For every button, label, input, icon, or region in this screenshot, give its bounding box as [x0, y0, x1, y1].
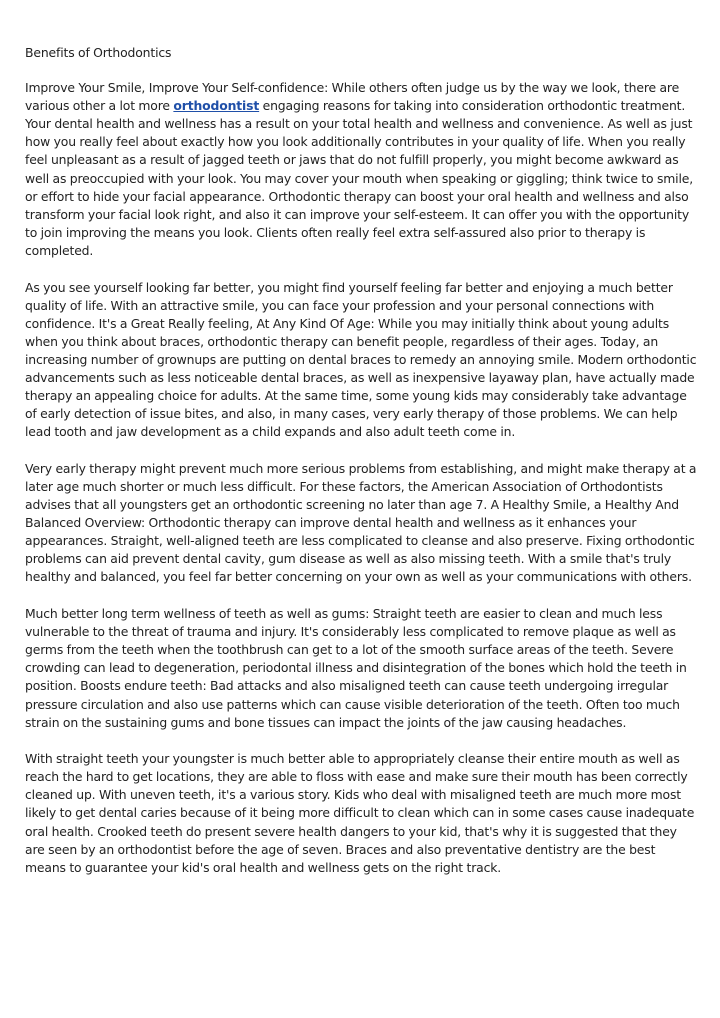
paragraph-1	[25, 79, 697, 260]
paragraph-5: With straight teeth your youngster is much better able to appropriately cleanse their entire mouth as well as reach the hard to get locations, they are able to floss with ease and make sure their mouth has been correctly cleaned up. With uneven teeth, it's a various story. Kids who deal with misaligned teeth are much more most likely to get dental caries because of it being more difficult to clean which can in some cases cause inadequate oral health. Crooked teeth do present severe health dangers to your kid, that's why it is suggested that they are seen by an orthodontist before the age of seven. Braces and also preventative dentistry are the best means to guarantee your kid's oral health and wellness gets on the right track.	[25, 751, 695, 875]
document-page	[25, 44, 697, 895]
paragraph-4: Much better long term wellness of teeth as well as gums: Straight teeth are easier to clean and much less vulnerable to the threat of trauma and injury. It's considerably less complicated to remove plaque as well as germs from the teeth when the toothbrush can get to a lot of the smooth surface areas of the teeth. Severe crowding can lead to degeneration, periodontal illness and disintegration of the bones which hold the teeth in position. Boosts endure teeth: Bad attacks and also misaligned teeth can cause teeth undergoing irregular pressure circulation and also use patterns which can cause visible deterioration of the teeth. Often too much strain on the sustaining gums and bone tissues can impact the joints of the jaw causing headaches.	[25, 606, 687, 730]
document-title: Benefits of Orthodontics	[25, 45, 172, 60]
paragraph-1-text-after: engaging reasons for taking into consideration orthodontic treatment. Your dental health and wellness has a result on your total health and wellness and convenience. As well as just how you really feel about exactly how you look additionally contributes in your quality of life. When you really feel unpleasant as a result of jagged teeth or jaws that do not fulfill properly, you might become awkward as well as preoccupied with your look. You may cover your mouth when speaking or giggling; think twice to smile, or effort to hide your facial appearance. Orthodontic therapy can boost your oral health and wellness and also transform your facial look right, and also it can improve your self-esteem. It can offer you with the opportunity to join improving the means you look. Clients often really feel extra self-assured also prior to therapy is completed.	[25, 98, 694, 258]
paragraph-1-text-before: Improve Your Smile, Improve Your Self-confidence: While others often judge us by the way we look, there are various other a lot more	[25, 80, 680, 114]
paragraph-2: As you see yourself looking far better, you might find yourself feeling far better and enjoying a much better quality of life. With an attractive smile, you can face your profession and your personal connections with confidence. It's a Great Really feeling, At Any Kind Of Age: While you may initially think about young adults when you think about braces, orthodontic therapy can benefit people, regardless of their ages. Today, an increasing number of grownups are putting on dental braces to remedy an annoying smile. Modern orthodontic advancements such as less noticeable dental braces, as well as inexpensive layaway plan, have actually made therapy an appealing choice for adults. At the same time, some young kids may considerably take advantage of early detection of issue bites, and also, in many cases, very early therapy of those problems. We can help lead tooth and jaw development as a child expands and also adult teeth come in.	[25, 279, 697, 440]
orthodontist-link[interactable]: orthodontist	[173, 98, 260, 114]
paragraph-3: Very early therapy might prevent much more serious problems from establishing, and might make therapy at a later age much shorter or much less difficult. For these factors, the American Association of Orthodontists advises that all youngsters get an orthodontic screening no later than age 7. A Healthy Smile, a Healthy And Balanced Overview: Orthodontic therapy can improve dental health and wellness as it enhances your appearances. Straight, well-aligned teeth are less complicated to cleanse and also preserve. Fixing orthodontic problems can aid prevent dental cavity, gum disease as well as also missing teeth. With a smile that's truly healthy and balanced, you feel far better concerning on your own as well as your communications with others.	[25, 460, 697, 585]
